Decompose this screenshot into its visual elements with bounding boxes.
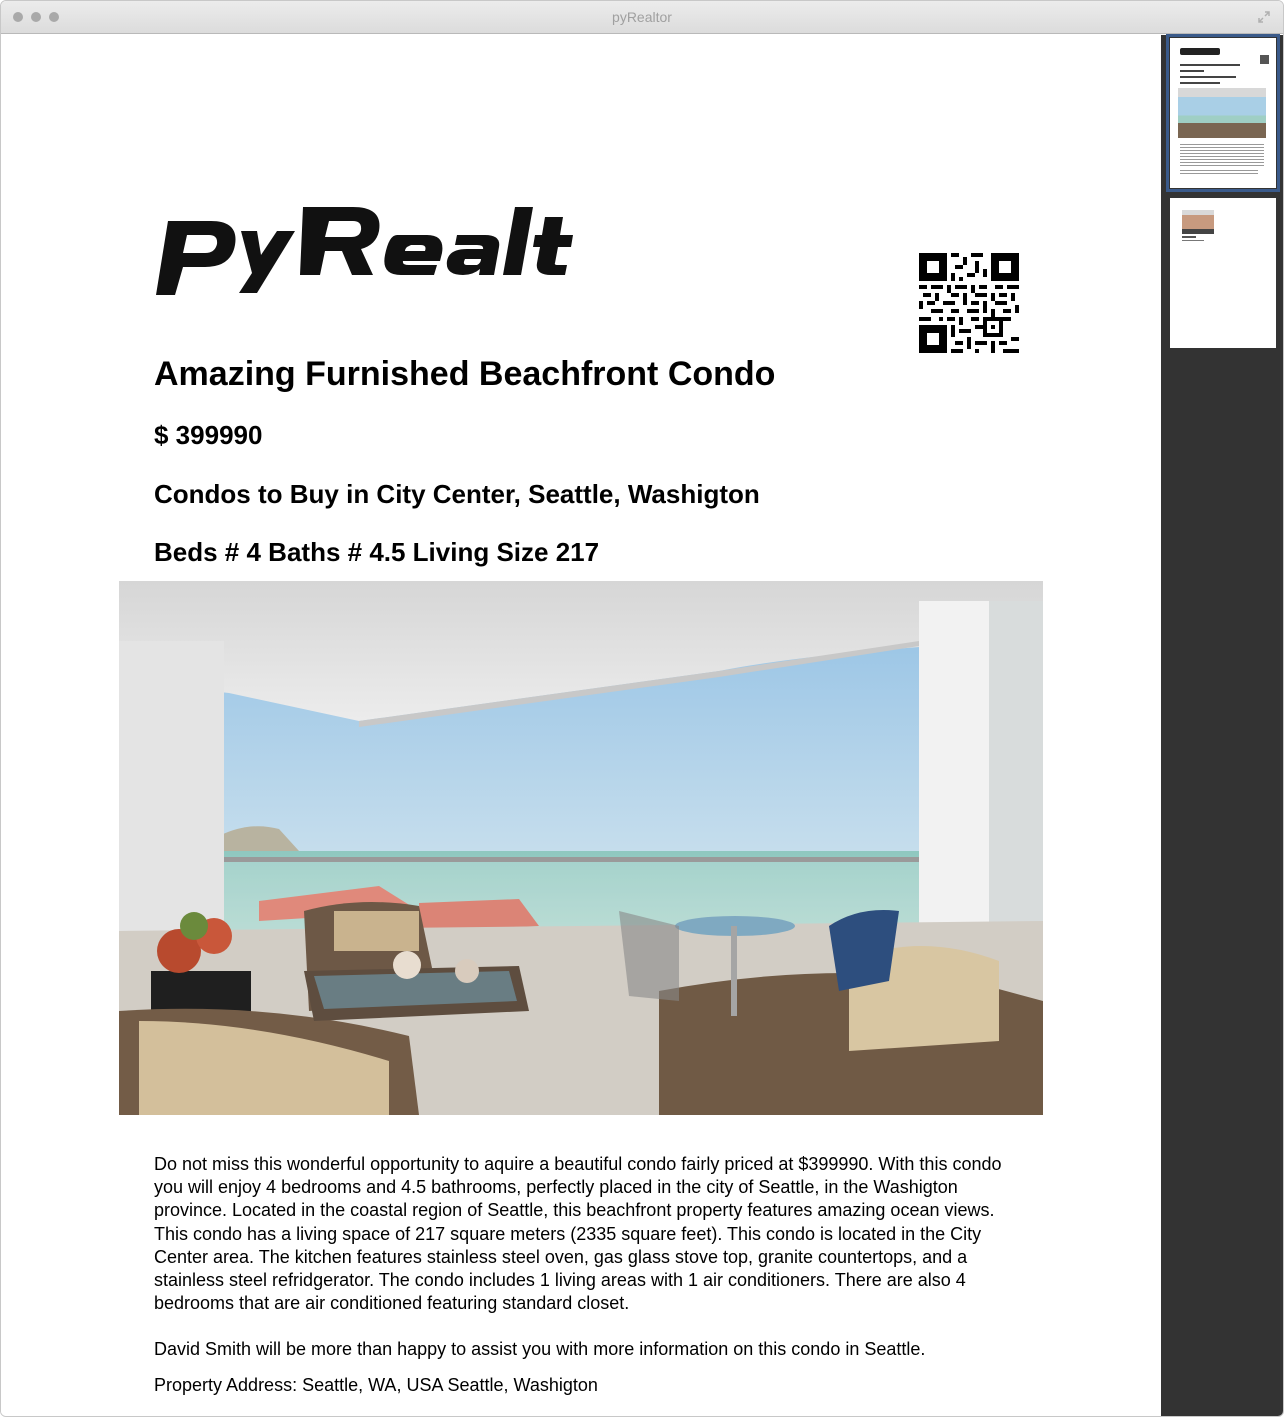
qr-code-icon[interactable] xyxy=(919,253,1019,353)
property-photo xyxy=(119,581,1043,1115)
listing-price: $ 399990 xyxy=(154,420,263,450)
thumb-line xyxy=(1180,70,1204,72)
thumb-line xyxy=(1182,236,1196,238)
listing-specs: Beds # 4 Baths # 4.5 Living Size 217 xyxy=(154,537,600,567)
thumb-line xyxy=(1180,82,1220,84)
thumb-photo xyxy=(1178,88,1266,138)
expand-icon[interactable] xyxy=(1257,10,1271,24)
title-bar xyxy=(1,1,1283,34)
agent-contact-text: David Smith will be more than happy to assist you with more information on this condo in Seattle. xyxy=(154,1339,926,1359)
thumb-text-block xyxy=(1180,170,1258,176)
thumb-line xyxy=(1180,64,1240,66)
document-page xyxy=(1,35,1161,1417)
thumb-logo-icon xyxy=(1180,46,1224,58)
page-thumbnail-2[interactable] xyxy=(1170,198,1276,348)
thumb-line xyxy=(1182,240,1204,241)
thumb-text-block xyxy=(1180,144,1264,166)
page-thumbnail-1[interactable] xyxy=(1170,38,1276,188)
thumb-line xyxy=(1180,76,1236,78)
logo-icon xyxy=(153,183,593,303)
thumb-qr-icon xyxy=(1260,55,1269,64)
property-address: Property Address: Seattle, WA, USA Seattle, Washigton xyxy=(154,1375,598,1395)
listing-title: Amazing Furnished Beachfront Condo xyxy=(154,355,776,393)
listing-location: Condos to Buy in City Center, Seattle, Washigton xyxy=(154,479,760,509)
window-title: pyRealtor xyxy=(612,9,672,25)
listing-description: Do not miss this wonderful opportunity to aquire a beautiful condo fairly priced at $399990. With this condo you will enjoy 4 bedrooms and 4.5 bathrooms, perfectly placed in the city of Seattle, in the Washigton province. Located in the coastal region of Seattle, this beachfront property features amazing ocean views. This condo has a living space of 217 square meters (2335 square feet). This condo is located in the City Center area. The kitchen features stainless steel oven, gas glass stove top, granite countertops, and a stainless steel refridgerator. The condo includes 1 living areas with 1 air conditioners. There are also 4 bedrooms that are air conditioned featuring standard closet. xyxy=(154,1154,1002,1314)
page-thumbnails-sidebar xyxy=(1161,35,1284,1417)
thumb-agent-avatar xyxy=(1182,210,1214,234)
